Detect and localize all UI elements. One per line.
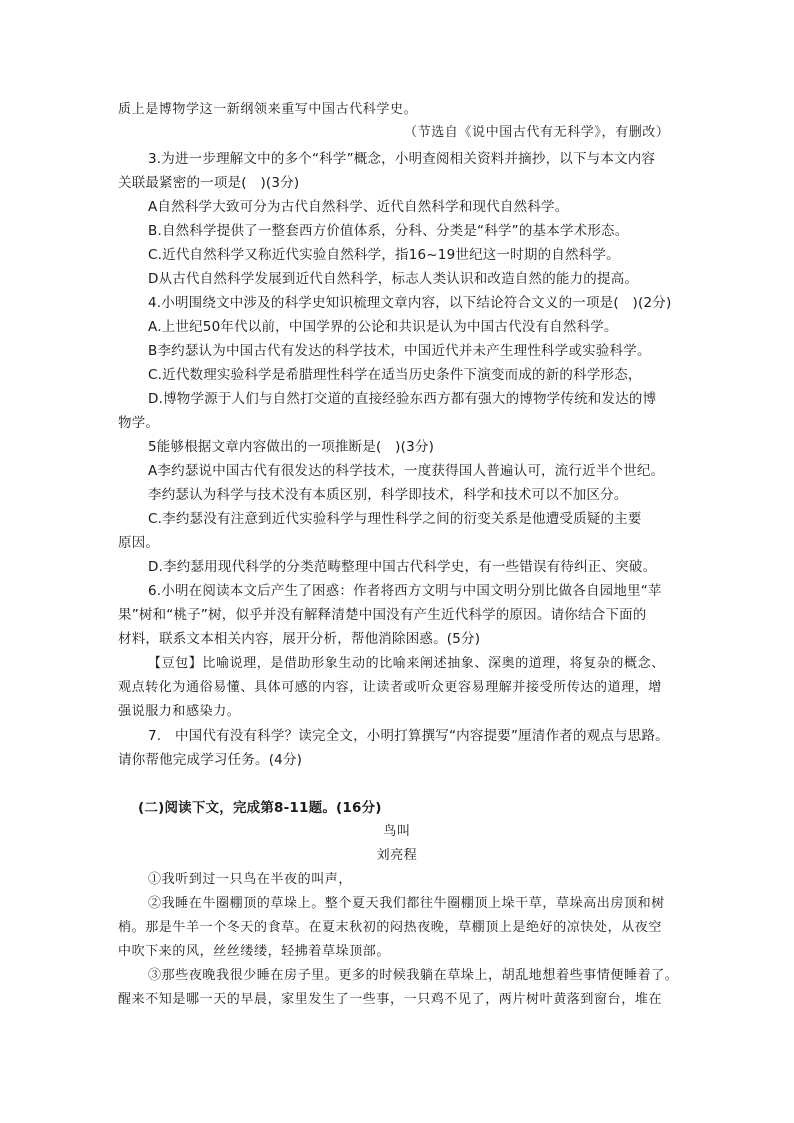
option-a: A.上世纪50年代以前，中国学界的公论和共识是认为中国古代没有自然科学。 bbox=[148, 319, 618, 335]
paragraph-2: ②我睡在牛圈棚顶的草垛上。整个夏天我们都往牛圈棚顶上垛干草，草垛高出房顶和树 bbox=[148, 896, 665, 911]
paragraph-3: ③那些夜晚我很少睡在房子里。更多的时候我躺在草垛上，胡乱地想着些事情便睡着了。 bbox=[148, 968, 679, 983]
question-7: 7. 中国代有没有科学？读完全文，小明打算撰写“内容提要”厘清作者的观点与思路。 bbox=[148, 728, 669, 744]
option-a: A李约瑟说中国古代有很发达的科学技术，一度获得国人普遍认可，流行近半个世纪。 bbox=[148, 463, 665, 479]
option-a: A自然科学大致可分为古代自然科学、近代自然科学和现代自然科学。 bbox=[148, 199, 569, 215]
text-line: 物学。 bbox=[118, 415, 160, 431]
text-line: 中吹下来的风，丝丝缕缕，轻拂着草垛顶部。 bbox=[118, 944, 391, 959]
option-d: D从古代自然科学发展到近代自然科学，标志人类认识和改造自然的能力的提高。 bbox=[148, 271, 639, 287]
text-line: 果”树和“桃子”树，似乎并没有解释清楚中国没有产生近代科学的原因。请你结合下面的 bbox=[118, 607, 647, 623]
question-5: 5能够根据文章内容做出的一项推断是( )(3分) bbox=[148, 439, 435, 455]
text-line: 请你帮他完成学习任务。(4分) bbox=[118, 752, 303, 768]
text-line: 原因。 bbox=[118, 535, 160, 551]
option-c: C.李约瑟没有注意到近代实验科学与理性科学之间的衍变关系是他遭受质疑的主要 bbox=[148, 511, 642, 527]
text-line: 材料，联系文本相关内容，展开分析，帮他消除困惑。(5分) bbox=[118, 631, 481, 647]
question-6: 6.小明在阅读本文后产生了困惑：作者将西方文明与中国文明分别比做各自园地里“苹 bbox=[148, 583, 662, 599]
question-3: 3.为进一步理解文中的多个“科学”概念，小明查阅相关资料并摘抄，以下与本文内容 bbox=[148, 151, 656, 167]
option-b: B李约瑟认为中国古代有发达的科学技术，中国近代并未产生理性科学或实验科学。 bbox=[148, 343, 651, 359]
essay-title: 鸟叫 bbox=[383, 824, 411, 839]
text-line: 质上是博物学这一新纲领来重写中国古代科学史。 bbox=[118, 102, 418, 117]
material-box: 【豆包】比喻说理，是借助形象生动的比喻来阐述抽象、深奥的道理，将复杂的概念、 bbox=[148, 656, 665, 671]
source-citation: （节选自《说中国古代有无科学》，有删改） bbox=[404, 125, 670, 140]
paragraph-1: ①我听到过一只鸟在半夜的叫声， bbox=[148, 872, 353, 887]
text-line: 强说服力和感染力。 bbox=[118, 704, 241, 719]
text-line: 观点转化为通俗易懂、具体可感的内容，让读者或听众更容易理解并接受所传达的道理，增 bbox=[118, 680, 663, 695]
option-d: D.李约瑟用现代科学的分类范畴整理中国古代科学史，有一些错误有待纠正、突破。 bbox=[148, 559, 657, 575]
text-line: 关联最紧密的一项是( )(3分) bbox=[118, 175, 300, 191]
essay-author: 刘亮程 bbox=[376, 848, 418, 863]
option-b: 李约瑟认为科学与技术没有本质区别，科学即技术，科学和技术可以不加区分。 bbox=[148, 487, 628, 503]
section-heading: (二)阅读下文，完成第8-11题。(16分) bbox=[138, 800, 382, 816]
option-b: B.自然科学提供了一整套西方价值体系，分科、分类是“科学”的基本学术形态。 bbox=[148, 223, 629, 239]
option-c: C.近代自然科学又称近代实验自然科学，指16~19世纪这一时期的自然科学。 bbox=[148, 247, 620, 263]
text-line: 醒来不知是哪一天的早晨，家里发生了一些事，一只鸡不见了，两片树叶黄落到窗台，堆在 bbox=[118, 992, 663, 1007]
question-4: 4.小明围绕文中涉及的科学史知识梳理文章内容，以下结论符合文义的一项是( )(2分) bbox=[148, 295, 672, 311]
text-line: 梢。那是牛羊一个冬天的食草。在夏末秋初的闷热夜晚，草棚顶上是绝好的凉快处，从夜空 bbox=[118, 920, 663, 935]
option-c: C.近代数理实验科学是希腊理性科学在适当历史条件下演变而成的新的科学形态， bbox=[148, 367, 642, 383]
option-d: D.博物学源于人们与自然打交道的直接经验东西方都有强大的博物学传统和发达的博 bbox=[148, 391, 657, 407]
